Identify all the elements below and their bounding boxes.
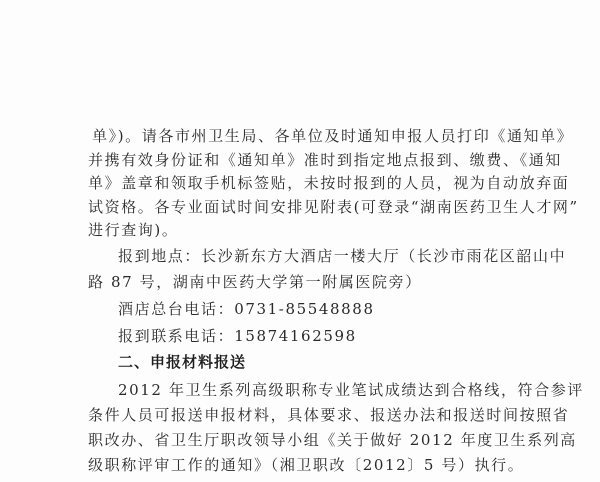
hotel-phone: 酒店总台电话：0731-85548888 [118,300,375,318]
paragraph1-line-3: 单》盖章和领取手机标签贴，未按时报到的人员，视为自动放弃面 [88,174,570,192]
paragraph1-line-2: 并携有效身份证和《通知单》准时到指定地点报到、缴费、《通知 [88,151,562,169]
paragraph1-line-1: 单》)。请各市州卫生局、各单位及时通知申报人员打印《通知单》 [92,127,574,145]
paragraph2-line-2: 条件人员可报送申报材料，具体要求、报送办法和报送时间按照省 [88,406,570,424]
paragraph2-line-1: 2012 年卫生系列高级职称专业笔试成绩达到合格线，符合参评 [118,381,584,399]
venue-line-2: 路 87 号，湖南中医药大学第一附属医院旁） [88,273,422,291]
paragraph2-line-3: 职改办、省卫生厅职改领导小组《关于做好 2012 年度卫生系列高 [88,431,577,449]
paragraph1-line-4: 试资格。各专业面试时间安排见附表(可登录“湖南医药卫生人才网” [88,198,579,216]
section-heading: 二、申报材料报送 [118,353,247,371]
venue-line-1: 报到地点：长沙新东方大酒店一楼大厅（长沙市雨花区韶山中 [118,247,567,265]
paragraph2-line-4: 级职称评审工作的通知》（湘卫职改〔2012〕5 号）执行。 [88,456,525,474]
paragraph1-line-5: 进行查询)。 [88,221,179,239]
contact-phone: 报到联系电话：15874162598 [118,327,357,345]
